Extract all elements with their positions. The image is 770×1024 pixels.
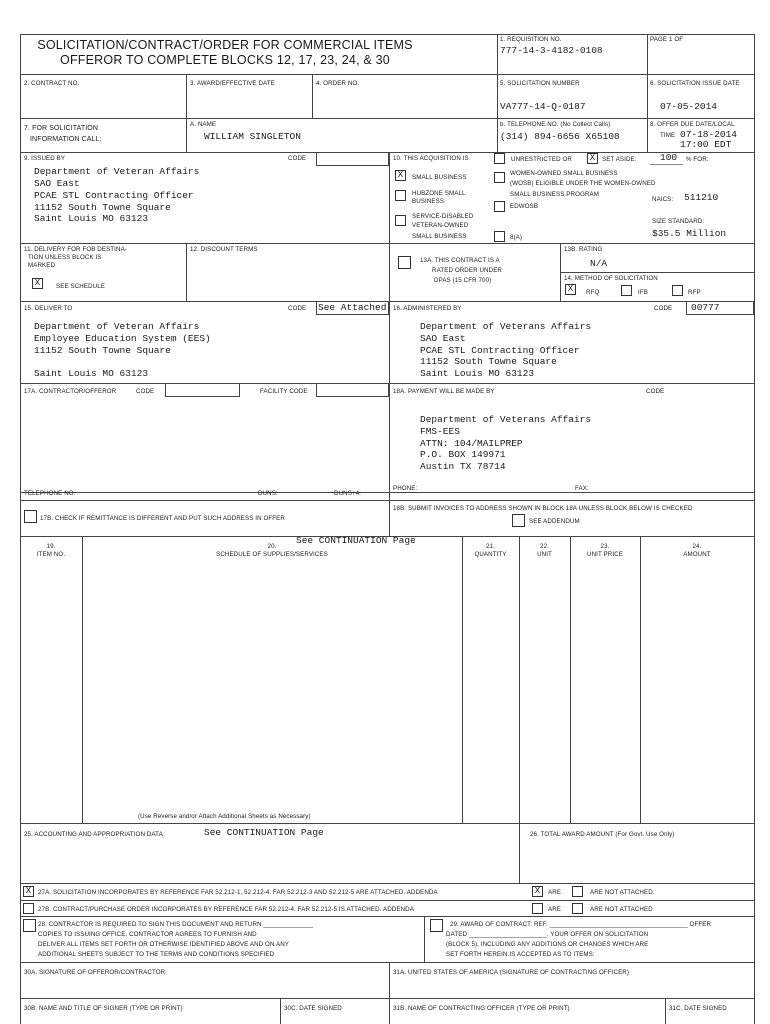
payment-line: ATTN: 104/MAILPREP xyxy=(420,438,523,449)
accounting-label: 25. ACCOUNTING AND APPROPRIATION DATA xyxy=(24,831,163,838)
size-standard-value[interactable]: $35.5 Million xyxy=(652,228,727,239)
signer-name-label: 30B. NAME AND TITLE OF SIGNER (TYPE OR PRINT) xyxy=(24,1005,183,1012)
sdvosb-label-2: VETERAN-OWNED xyxy=(412,222,469,229)
form-subtitle: OFFEROR TO COMPLETE BLOCKS 12, 17, 23, 24, & 30 xyxy=(60,53,390,67)
hubzone-label: HUBZONE SMALL xyxy=(412,190,466,197)
form-top-border xyxy=(20,34,754,35)
rating-value[interactable]: N/A xyxy=(590,258,608,269)
administered-label: 16. ADMINISTERED BY xyxy=(393,305,462,312)
payment-fax-label: FAX: xyxy=(575,485,589,492)
issued-by-label: 9. ISSUED BY xyxy=(24,155,66,162)
clause-28-line2: COPIES TO ISSUING OFFICE. CONTRACTOR AGREES TO FURNISH AND xyxy=(38,931,257,938)
submit-invoices-label: 18B. SUBMIT INVOICES TO ADDRESS SHOWN IN BLOCK 18A UNLESS BLOCK BELOW IS CHECKED xyxy=(393,505,693,512)
facility-code-label: FACILITY CODE xyxy=(260,388,308,395)
divider xyxy=(389,962,390,1024)
clause-27a-checkbox[interactable]: X xyxy=(23,886,34,897)
order-no-label: 4. ORDER NO. xyxy=(316,80,360,87)
form-title: SOLICITATION/CONTRACT/ORDER FOR COMMERCIAL ITEMS xyxy=(37,38,413,52)
deliver-to-line: Department of Veteran Affairs xyxy=(34,321,200,332)
see-continuation-page: See CONTINUATION Page xyxy=(296,535,416,546)
col-quantity-num: 21. xyxy=(486,543,495,550)
divider xyxy=(82,536,83,823)
see-schedule-label: SEE SCHEDULE xyxy=(56,283,105,290)
time-label: TIME xyxy=(660,132,676,139)
clause-28-line1: 28. CONTRACTOR IS REQUIRED TO SIGN THIS DOCUMENT AND RETURN ______________ xyxy=(38,921,314,928)
payment-line: P.O. BOX 149971 xyxy=(420,449,506,460)
administered-code-label: CODE xyxy=(654,305,673,312)
contract-no-label: 2. CONTRACT NO. xyxy=(24,80,80,87)
clause-27a-are-checkbox[interactable]: X xyxy=(532,886,543,897)
divider xyxy=(647,34,648,152)
divider xyxy=(186,74,187,118)
ifb-checkbox[interactable] xyxy=(621,285,632,296)
deliver-to-code-label: CODE xyxy=(288,305,307,312)
divider xyxy=(20,823,754,824)
edwosb-label: EDWOSB xyxy=(510,203,539,210)
administered-line: Department of Veterans Affairs xyxy=(420,321,592,332)
divider xyxy=(20,118,754,119)
divider xyxy=(519,823,520,883)
page-label: PAGE 1 OF xyxy=(650,36,684,43)
set-aside-percent[interactable]: 100 xyxy=(660,152,678,163)
schedule-footnote: (Use Reverse and/or Attach Additional Sheets as Necessary) xyxy=(138,813,311,820)
offer-due-date[interactable]: 07-18-2014 xyxy=(680,129,738,140)
small-business-checkbox[interactable]: X xyxy=(395,170,406,181)
form-left-border xyxy=(20,34,21,1024)
deliver-to-code-value: See Attached xyxy=(318,302,387,313)
method-label: 14. METHOD OF SOLICITATION xyxy=(564,275,658,282)
wosb-checkbox[interactable] xyxy=(494,172,505,183)
administered-line: PCAE STL Contracting Officer xyxy=(420,345,580,356)
col-quantity: QUANTITY xyxy=(474,551,507,558)
rfp-checkbox[interactable] xyxy=(672,285,683,296)
payment-line: Department of Veterans Affairs xyxy=(420,414,592,425)
divider xyxy=(389,492,390,536)
col-unit: UNIT xyxy=(537,551,552,558)
wosb-label-3: SMALL BUSINESS PROGRAM xyxy=(510,191,599,198)
payment-line: FMS-EES xyxy=(420,426,460,437)
hubzone-checkbox[interactable] xyxy=(395,190,406,201)
contact-name[interactable]: WILLIAM SINGLETON xyxy=(204,131,301,142)
issued-by-line: SAO East xyxy=(34,178,80,189)
wosb-label-2: (WOSB) ELIGIBLE UNDER THE WOMEN-OWNED xyxy=(510,180,656,187)
rfq-label: RFQ xyxy=(586,289,600,296)
deliver-to-label: 15. DELIVER TO xyxy=(24,305,73,312)
rating-label: 13B. RATING xyxy=(564,246,603,253)
wosb-label: WOMEN-OWNED SMALL BUSINESS xyxy=(510,170,618,177)
payment-phone-label: PHONE: xyxy=(393,485,418,492)
set-aside-label: SET ASIDE: xyxy=(602,156,637,163)
clause-27a-are-not: ARE NOT ATTACHED. xyxy=(590,889,655,896)
naics-value[interactable]: 511210 xyxy=(684,192,719,203)
divider xyxy=(665,998,666,1024)
divider xyxy=(20,492,754,493)
sdvosb-label-3: SMALL BUSINESS xyxy=(412,233,467,240)
delivery-label-3: MARKED xyxy=(28,262,56,269)
ifb-label: IFB xyxy=(638,289,648,296)
divider xyxy=(186,243,187,301)
unrestricted-checkbox[interactable] xyxy=(494,153,505,164)
divider xyxy=(186,118,187,152)
divider xyxy=(20,900,754,901)
divider xyxy=(519,536,520,823)
clause-29-line2: DATED ______________________. YOUR OFFER ON SOLICITATION xyxy=(446,931,649,938)
contractor-code-label: CODE xyxy=(136,388,155,395)
rated-order-label: 13A. THIS CONTRACT IS A xyxy=(420,257,500,264)
contracting-officer-name-label: 31B. NAME OF CONTRACTING OFFICER (TYPE OR PRINT) xyxy=(393,1005,570,1012)
offer-due-label: 8. OFFER DUE DATE/LOCAL xyxy=(650,121,735,128)
clause-27b-are: ARE xyxy=(548,906,562,913)
administered-line: SAO East xyxy=(420,333,466,344)
deliver-to-line: Employee Education System (EES) xyxy=(34,333,211,344)
divider xyxy=(389,500,754,501)
total-award-label: 26. TOTAL AWARD AMOUNT (For Govt. Use Only) xyxy=(530,831,675,838)
size-standard-label: SIZE STANDARD: xyxy=(652,218,705,225)
divider xyxy=(20,74,754,75)
telephone-label: b. TELEPHONE NO. (No Collect Calls) xyxy=(500,121,611,128)
divider xyxy=(20,243,754,244)
administered-code-value: 00777 xyxy=(691,302,720,313)
facility-code-field[interactable] xyxy=(316,383,389,397)
set-aside-checkbox[interactable]: X xyxy=(587,153,598,164)
clause-29-line3: (BLOCK 5), INCLUDING ANY ADDITIONS OR CHANGES WHICH ARE xyxy=(446,941,649,948)
requisition-value[interactable]: 777-14-3-4182-0108 xyxy=(500,45,603,56)
clause-27a-label: 27A. SOLICITATION INCORPORATES BY REFERENCE FAR 52.212-1, 52.212-4. FAR 52.212-3 AND 52.212-5 ARE ATTACHED. ADDENDA xyxy=(38,889,438,896)
payment-label: 18A. PAYMENT WILL BE MADE BY xyxy=(393,388,495,395)
divider xyxy=(20,500,389,501)
rfp-label: RFP xyxy=(688,289,701,296)
hubzone-label-2: BUSINESS xyxy=(412,198,445,205)
issued-by-code-label: CODE xyxy=(288,155,307,162)
deliver-to-line: Saint Louis MO 63123 xyxy=(34,368,149,379)
divider xyxy=(20,916,754,917)
accounting-value: See CONTINUATION Page xyxy=(204,827,324,838)
see-schedule-checkbox[interactable]: X xyxy=(32,278,43,289)
clause-27b-checkbox[interactable] xyxy=(23,903,34,914)
clause-29-checkbox[interactable] xyxy=(430,919,443,932)
duns4-label: DUNS+4: xyxy=(334,490,362,497)
discount-terms-label: 12. DISCOUNT TERMS xyxy=(190,246,258,253)
edwosb-checkbox[interactable] xyxy=(494,201,505,212)
clause-27b-are-not-checkbox[interactable] xyxy=(572,903,583,914)
clause-29-line4: SET FORTH HEREIN IS ACCEPTED AS TO ITEMS: xyxy=(446,951,595,958)
divider xyxy=(462,536,463,823)
signer-date-label: 30C. DATE SIGNED xyxy=(284,1005,342,1012)
clause-28-line3: DELIVER ALL ITEMS SET FORTH OR OTHERWISE IDENTIFIED ABOVE AND ON ANY xyxy=(38,941,290,948)
divider xyxy=(312,74,313,118)
contractor-telephone-label: TELEPHONE NO. xyxy=(24,490,76,497)
8a-checkbox[interactable] xyxy=(494,231,505,242)
delivery-label: 11. DELIVERY FOR FOB DESTINA- xyxy=(24,246,127,253)
divider xyxy=(280,998,281,1024)
solicitation-date-value[interactable]: 07-05-2014 xyxy=(660,101,718,112)
payment-code-label: CODE xyxy=(646,388,665,395)
requisition-label: 1. REQUISITION NO. xyxy=(500,36,562,43)
col-amount: AMOUNT xyxy=(683,551,711,558)
rfq-checkbox[interactable]: X xyxy=(565,284,576,295)
offer-due-time[interactable]: 17:00 EDT xyxy=(680,139,732,150)
clause-27b-label: 27B. CONTRACT/PURCHASE ORDER INCORPORATES BY REFERENCE FAR 52.212-4. FAR 52.212-5 IS ATTACHED. ADDENDA xyxy=(38,906,414,913)
clause-29-line1: 29. AWARD OF CONTRACT: REF. _______________________________________ OFFER xyxy=(450,921,712,928)
divider xyxy=(20,962,754,963)
rated-order-label-3: DPAS (15 CFR 700) xyxy=(434,277,492,284)
contractor-label: 17A. CONTRACTOR/OFFEROR xyxy=(24,388,117,395)
solicitation-date-label: 6. SOLICITATION ISSUE DATE xyxy=(650,80,740,87)
clause-27a-are: ARE xyxy=(548,889,562,896)
delivery-label-2: TION UNLESS BLOCK IS xyxy=(28,254,102,261)
divider xyxy=(570,536,571,823)
unrestricted-label: UNRESTRICTED OR xyxy=(511,156,572,163)
divider xyxy=(424,916,425,962)
col-item-no: ITEM NO. xyxy=(36,551,66,558)
col-unit-num: 22. xyxy=(540,543,549,550)
remittance-checkbox[interactable] xyxy=(24,510,37,523)
sdvosb-label: SERVICE-DISABLED xyxy=(412,213,474,220)
divider xyxy=(20,883,754,884)
solicitation-number-label: 5. SOLICITATION NUMBER xyxy=(500,80,580,87)
name-label: A. NAME xyxy=(190,121,217,128)
small-business-label: SMALL BUSINESS xyxy=(412,174,467,181)
col-unit-price: UNIT PRICE xyxy=(587,551,623,558)
clause-27b-are-checkbox[interactable] xyxy=(532,903,543,914)
clause-28-checkbox[interactable] xyxy=(23,919,36,932)
payment-line: Austin TX 78714 xyxy=(420,461,506,472)
col-amount-num: 24. xyxy=(692,543,702,550)
solicitation-number-value[interactable]: VA777-14-Q-0187 xyxy=(500,101,586,112)
administered-line: Saint Louis MO 63123 xyxy=(420,368,535,379)
remittance-label: 17B. CHECK IF REMITTANCE IS DIFFERENT AND PUT SUCH ADDRESS IN OFFER xyxy=(40,515,285,522)
signature-usa-label: 31A. UNITED STATES OF AMERICA (SIGNATURE OF CONTRACTING OFFICER) xyxy=(393,969,630,976)
acquisition-label: 10. THIS ACQUISITION IS xyxy=(393,155,469,162)
percent-for-label: % FOR: xyxy=(686,156,709,163)
deliver-to-line: 11152 South Towne Square xyxy=(34,345,171,356)
issued-by-code-field[interactable] xyxy=(316,152,389,166)
issued-by-line: PCAE STL Contracting Officer xyxy=(34,190,194,201)
8a-label: 8(A) xyxy=(510,234,523,241)
telephone-value[interactable]: (314) 894-6656 X65108 xyxy=(500,131,620,142)
rated-order-checkbox[interactable] xyxy=(398,256,411,269)
issued-by-line: 11152 South Towne Square xyxy=(34,202,171,213)
addendum-checkbox[interactable] xyxy=(512,514,525,527)
contractor-code-field[interactable] xyxy=(165,383,240,397)
clause-28-line4: ADDITIONAL SHEETS SUBJECT TO THE TERMS AND CONDITIONS SPECIFIED xyxy=(38,951,275,958)
col-schedule-num: 20. xyxy=(267,543,277,550)
naics-label: NAICS: xyxy=(652,196,674,203)
issued-by-line: Department of Veteran Affairs xyxy=(34,166,200,177)
award-date-label: 3. AWARD/EFFECTIVE DATE xyxy=(190,80,275,87)
form-right-border xyxy=(754,34,755,1024)
divider xyxy=(640,536,641,823)
col-unit-price-num: 23. xyxy=(600,543,610,550)
info-call-label-2: INFORMATION CALL: xyxy=(30,136,102,143)
col-item-no-num: 19. xyxy=(46,543,56,550)
percent-underline xyxy=(650,164,683,165)
clause-27b-are-not: ARE NOT ATTACHED xyxy=(590,906,653,913)
divider xyxy=(389,152,390,492)
addendum-label: SEE ADDENDUM xyxy=(529,518,580,525)
divider xyxy=(560,272,754,273)
col-schedule: SCHEDULE OF SUPPLIES/SERVICES xyxy=(216,551,328,558)
duns-label: DUNS: xyxy=(258,490,278,497)
contracting-officer-date-label: 31C. DATE SIGNED xyxy=(669,1005,727,1012)
clause-27a-are-not-checkbox[interactable] xyxy=(572,886,583,897)
administered-line: 11152 South Towne Square xyxy=(420,356,557,367)
issued-by-line: Saint Louis MO 63123 xyxy=(34,213,149,224)
divider xyxy=(20,998,754,999)
signature-offeror-label: 30A. SIGNATURE OF OFFEROR/CONTRACTOR xyxy=(24,969,166,976)
info-call-label: 7. FOR SOLICITATION xyxy=(24,125,98,132)
rated-order-label-2: RATED ORDER UNDER xyxy=(432,267,502,274)
divider xyxy=(497,34,498,152)
sdvosb-checkbox[interactable] xyxy=(395,215,406,226)
